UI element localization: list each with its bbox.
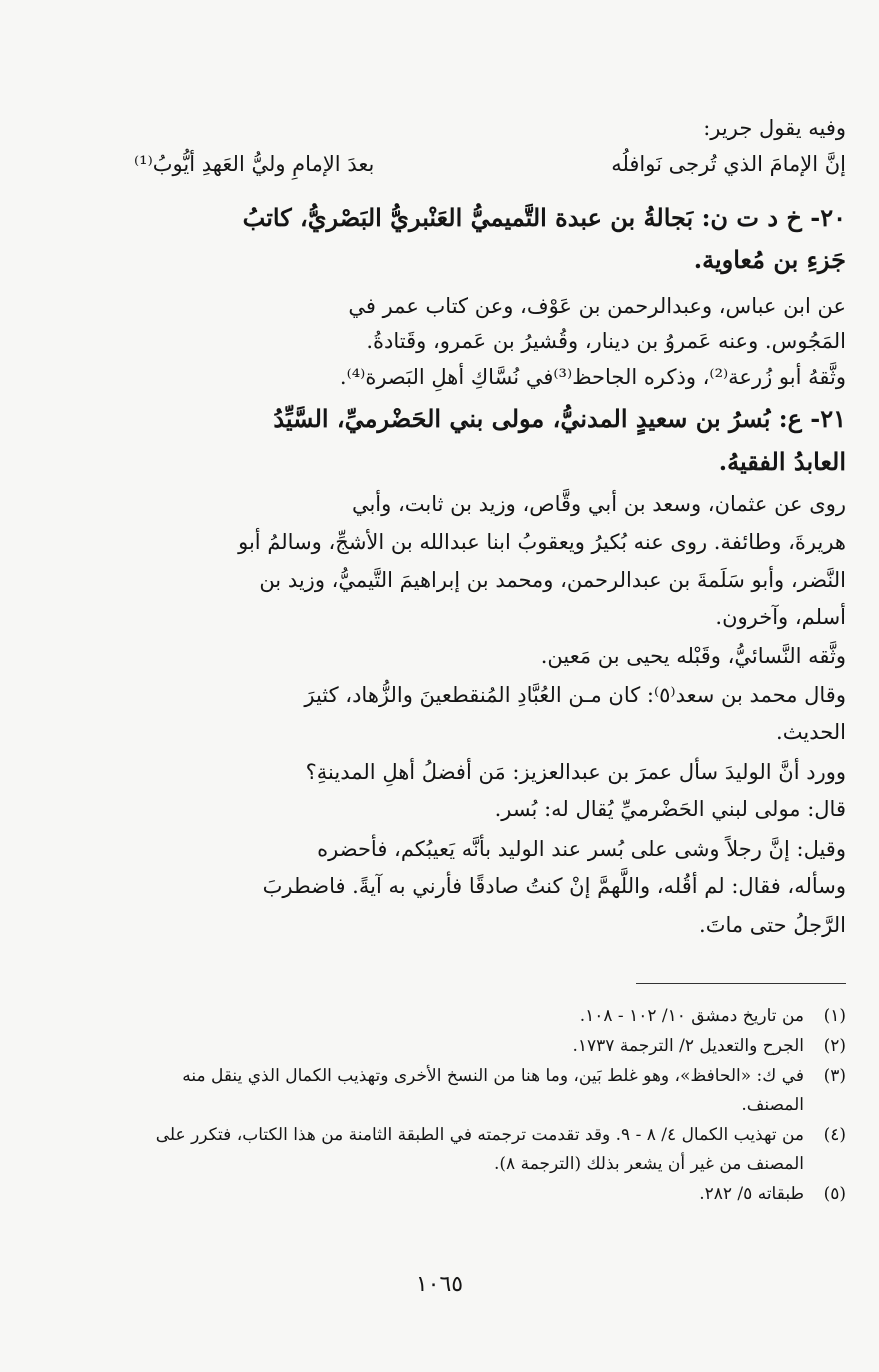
entry-21-text: الرَّجلُ حتى ماتَ. <box>699 913 846 937</box>
entry-21-text: هريرةَ، وطائفة. روى عنه بُكيرُ ويعقوبُ ابنا عبدالله بن الأشجِّ، وسالمُ أبو <box>238 530 846 554</box>
entry-21-text: وقال محمد بن سعد⁽٥⁾: كان مـن العُبَّادِ المُنقطعينَ والزُّهاد، كثيرَ <box>304 683 846 707</box>
footnote <box>130 1180 846 1209</box>
footnote <box>130 1062 846 1120</box>
entry-21-heading-cont: العابدُ الفقيهُ. <box>718 447 846 476</box>
entry-21-text: قال: مولى لبني الحَضْرميِّ يُقال له: بُسر. <box>494 797 846 821</box>
verse-second-hemistich: بعدَ الإمامِ وليُّ العَهدِ أيُّوبُ⁽¹⁾ <box>134 152 375 176</box>
footnote-text: في ك: «الحافظ»، وهو غلط بَين، وما هنا من النسخ الأخرى وتهذيب الكمال الذي ينقل منه المصنف. <box>182 1066 804 1115</box>
entry-21-text: أسلم، وآخرون. <box>715 605 846 629</box>
entry-21-text: النَّضر، وأبو سَلَمةَ بن عبدالرحمن، ومحمد بن إبراهيمَ التَّيميُّ، وزيد بن <box>259 568 846 592</box>
footnote <box>130 1002 846 1031</box>
page-number: ١٠٦٥ <box>415 1272 464 1297</box>
footnote-text: طبقاته ٥/ ٢٨٢. <box>699 1184 804 1204</box>
entry-21-text: وورد أنَّ الوليدَ سأل عمرَ بن عبدالعزيز: مَن أفضلُ أهلِ المدينةِ؟ <box>305 760 846 784</box>
footnote-text: من تهذيب الكمال ٤/ ٨ - ٩. وقد تقدمت ترجمته في الطبقة الثامنة من هذا الكتاب، فتكرر على المصنف من غير أن يشعر بذلك (الترجمة ٨). <box>155 1125 804 1174</box>
entry-21-text: وثَّقه النَّسائيُّ، وقَبْله يحيى بن مَعين. <box>540 644 846 668</box>
entry-20-text: وثَّقهُ أبو زُرعة⁽²⁾، وذكره الجاحظ⁽³⁾في نُسَّاكِ أهلِ البَصرة⁽⁴⁾. <box>339 365 846 389</box>
entry-20-heading: ٢٠- خ د ت ن: بَجالةُ بن عبدة التَّميميُّ العَنْبريُّ البَصْريُّ، كاتبُ <box>242 203 846 232</box>
footnote-text: من تاريخ دمشق ١٠/ ١٠٢ - ١٠٨. <box>579 1006 804 1026</box>
footnote-number: (٥) <box>823 1184 846 1204</box>
poetry-verse <box>134 152 846 176</box>
footnote-text: الجرح والتعديل ٢/ الترجمة ١٧٣٧. <box>572 1036 804 1056</box>
entry-20-heading-cont: جَزءِ بن مُعاوية. <box>693 245 846 274</box>
footnote <box>130 1032 846 1061</box>
footnote-number: (٤) <box>823 1125 846 1145</box>
footnote-separator <box>636 983 846 984</box>
entry-20-text: المَجُوس. وعنه عَمروُ بن دينار، وقُشيرُ بن عَمرو، وقَتادةُ. <box>366 329 846 353</box>
intro-line: وفيه يقول جرير: <box>703 116 846 140</box>
entry-21-heading: ٢١- ع: بُسرُ بن سعيدٍ المدنيُّ، مولى بني الحَضْرميِّ، السَّيِّدُ <box>273 404 846 433</box>
entry-21-text: الحديث. <box>776 720 846 744</box>
verse-first-hemistich: إنَّ الإمامَ الذي تُرجى نَوافلُه <box>611 152 846 176</box>
footnotes <box>130 1002 846 1210</box>
footnote-number: (٢) <box>823 1036 846 1056</box>
footnote-number: (١) <box>823 1006 846 1026</box>
entry-21-text: وقيل: إنَّ رجلاً وشى على بُسر عند الوليد بأنَّه يَعيبُكم، فأحضره <box>317 837 846 861</box>
entry-21-text: روى عن عثمان، وسعد بن أبي وقَّاص، وزيد بن ثابت، وأبي <box>351 492 846 516</box>
entry-20-text: عن ابن عباس، وعبدالرحمن بن عَوْف، وعن كتاب عمر في <box>348 294 846 318</box>
entry-21-text: وسأله، فقال: لم أقُله، واللَّهمَّ إنْ كنتُ صادقًا فأرني به آيةً. فاضطربَ <box>262 874 846 898</box>
footnote <box>130 1121 846 1179</box>
footnote-number: (٣) <box>823 1066 846 1086</box>
